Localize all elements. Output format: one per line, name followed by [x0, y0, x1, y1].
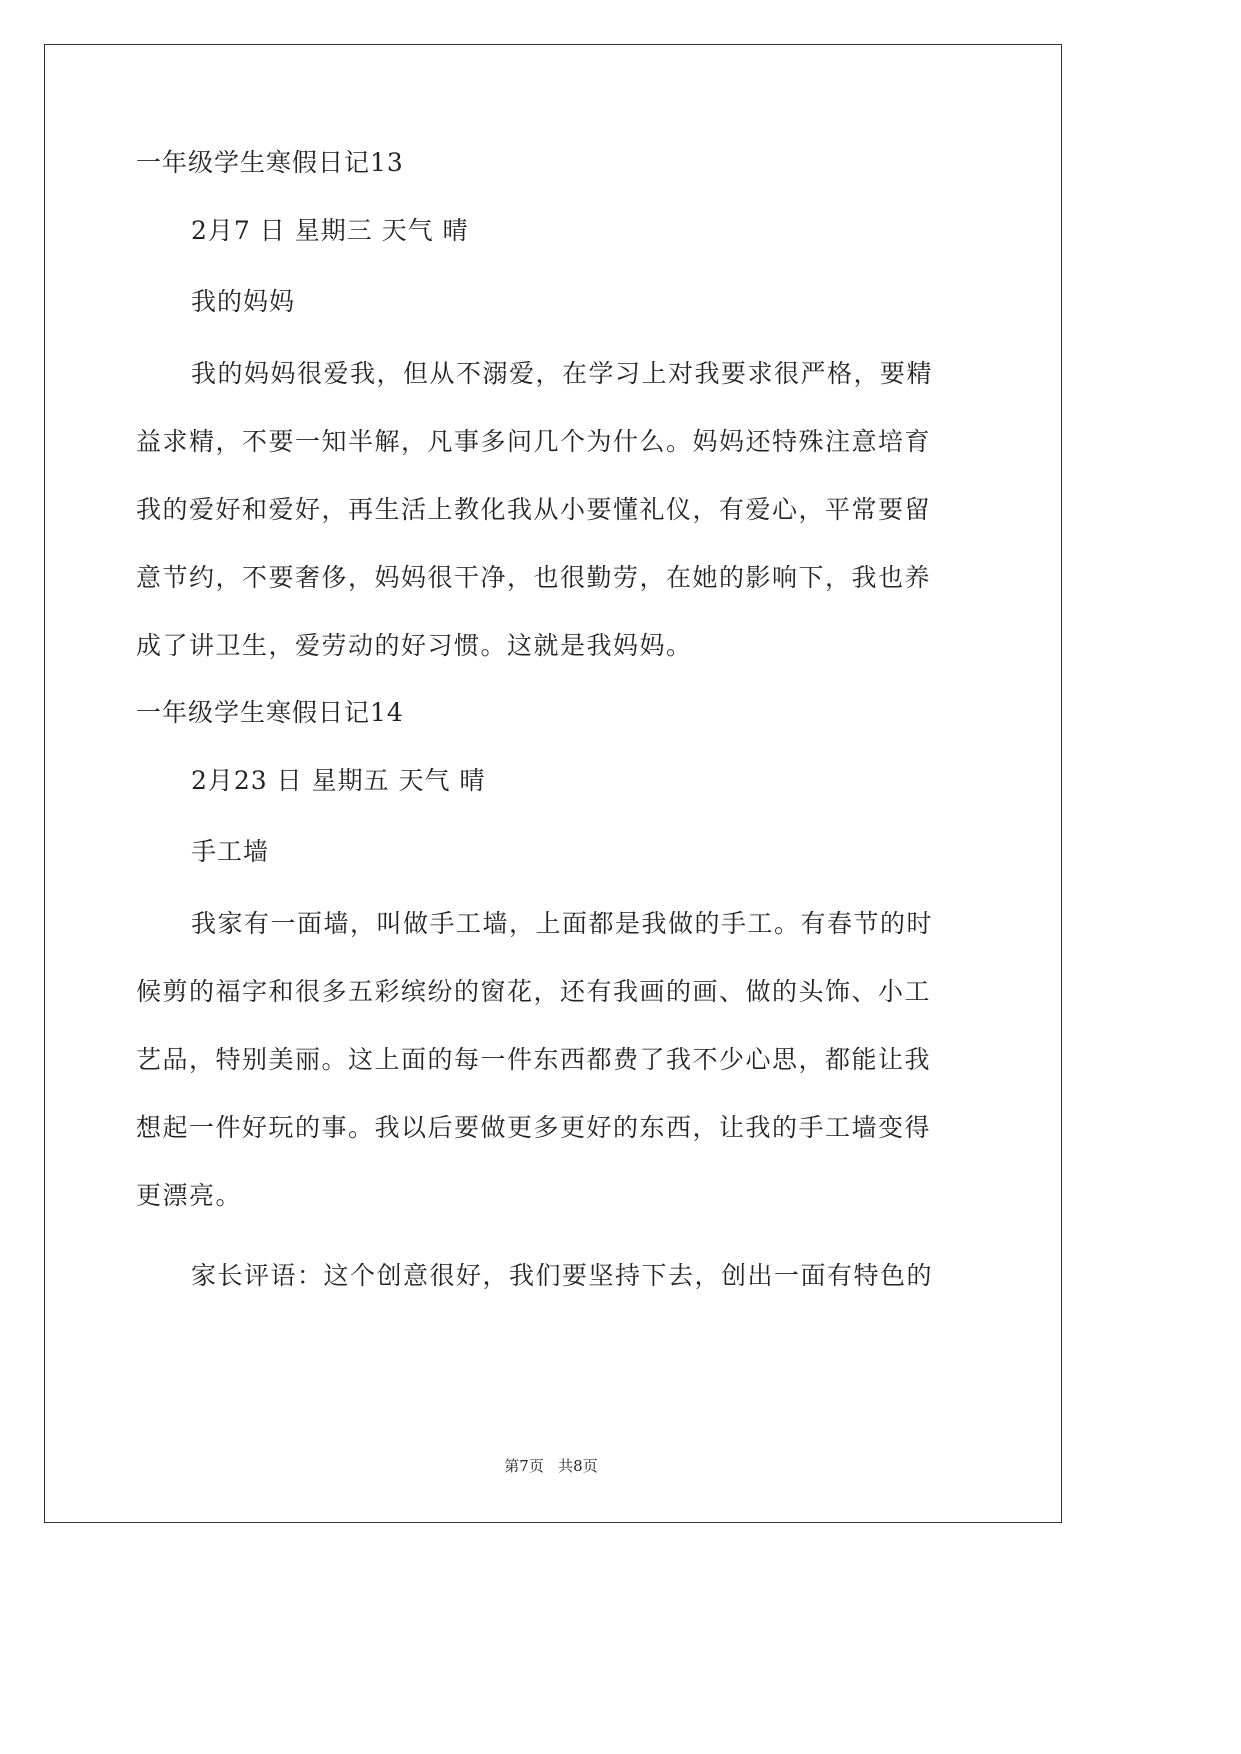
paragraph-line: 更漂亮。 — [136, 1181, 243, 1210]
paragraph-line: 我的妈妈很爱我，但从不溺爱，在学习上对我要求很严格，要精 — [191, 359, 934, 388]
paragraph-line: 想起一件好玩的事。我以后要做更多更好的东西，让我的手工墙变得 — [136, 1113, 932, 1142]
page-number: 第7页 共8页 — [504, 1457, 598, 1475]
entry-title: 一年级学生寒假日记14 — [136, 698, 404, 727]
parent-comment-paragraph — [136, 1242, 976, 1310]
document-body — [136, 146, 976, 1310]
paragraph-line: 成了讲卫生，爱劳动的好习惯。这就是我妈妈。 — [136, 631, 693, 660]
paragraph-line: 候剪的福字和很多五彩缤纷的窗花，还有我画的画、做的头饰、小工 — [136, 977, 932, 1006]
entry-date-weather: 2月23 日 星期五 天气 晴 — [191, 766, 486, 795]
entry-paragraph — [136, 890, 976, 1230]
entry-title: 一年级学生寒假日记13 — [136, 148, 404, 177]
paragraph-line: 家长评语：这个创意很好，我们要坚持下去，创出一面有特色的 — [191, 1261, 934, 1290]
paragraph-line: 意节约，不要奢侈，妈妈很干净，也很勤劳，在她的影响下，我也养 — [136, 563, 932, 592]
entry-date-weather: 2月7 日 星期三 天气 晴 — [191, 216, 469, 245]
paragraph-line: 我的爱好和爱好，再生活上教化我从小要懂礼仪，有爱心，平常要留 — [136, 495, 932, 524]
entry-subtitle: 我的妈妈 — [191, 287, 296, 316]
paragraph-line: 艺品，特别美丽。这上面的每一件东西都费了我不少心思，都能让我 — [136, 1045, 932, 1074]
entry-paragraph — [136, 340, 976, 680]
paragraph-line: 益求精，不要一知半解，凡事多问几个为什么。妈妈还特殊注意培育 — [136, 427, 932, 456]
paragraph-line: 我家有一面墙，叫做手工墙，上面都是我做的手工。有春节的时 — [191, 909, 934, 938]
entry-subtitle: 手工墙 — [191, 837, 270, 866]
